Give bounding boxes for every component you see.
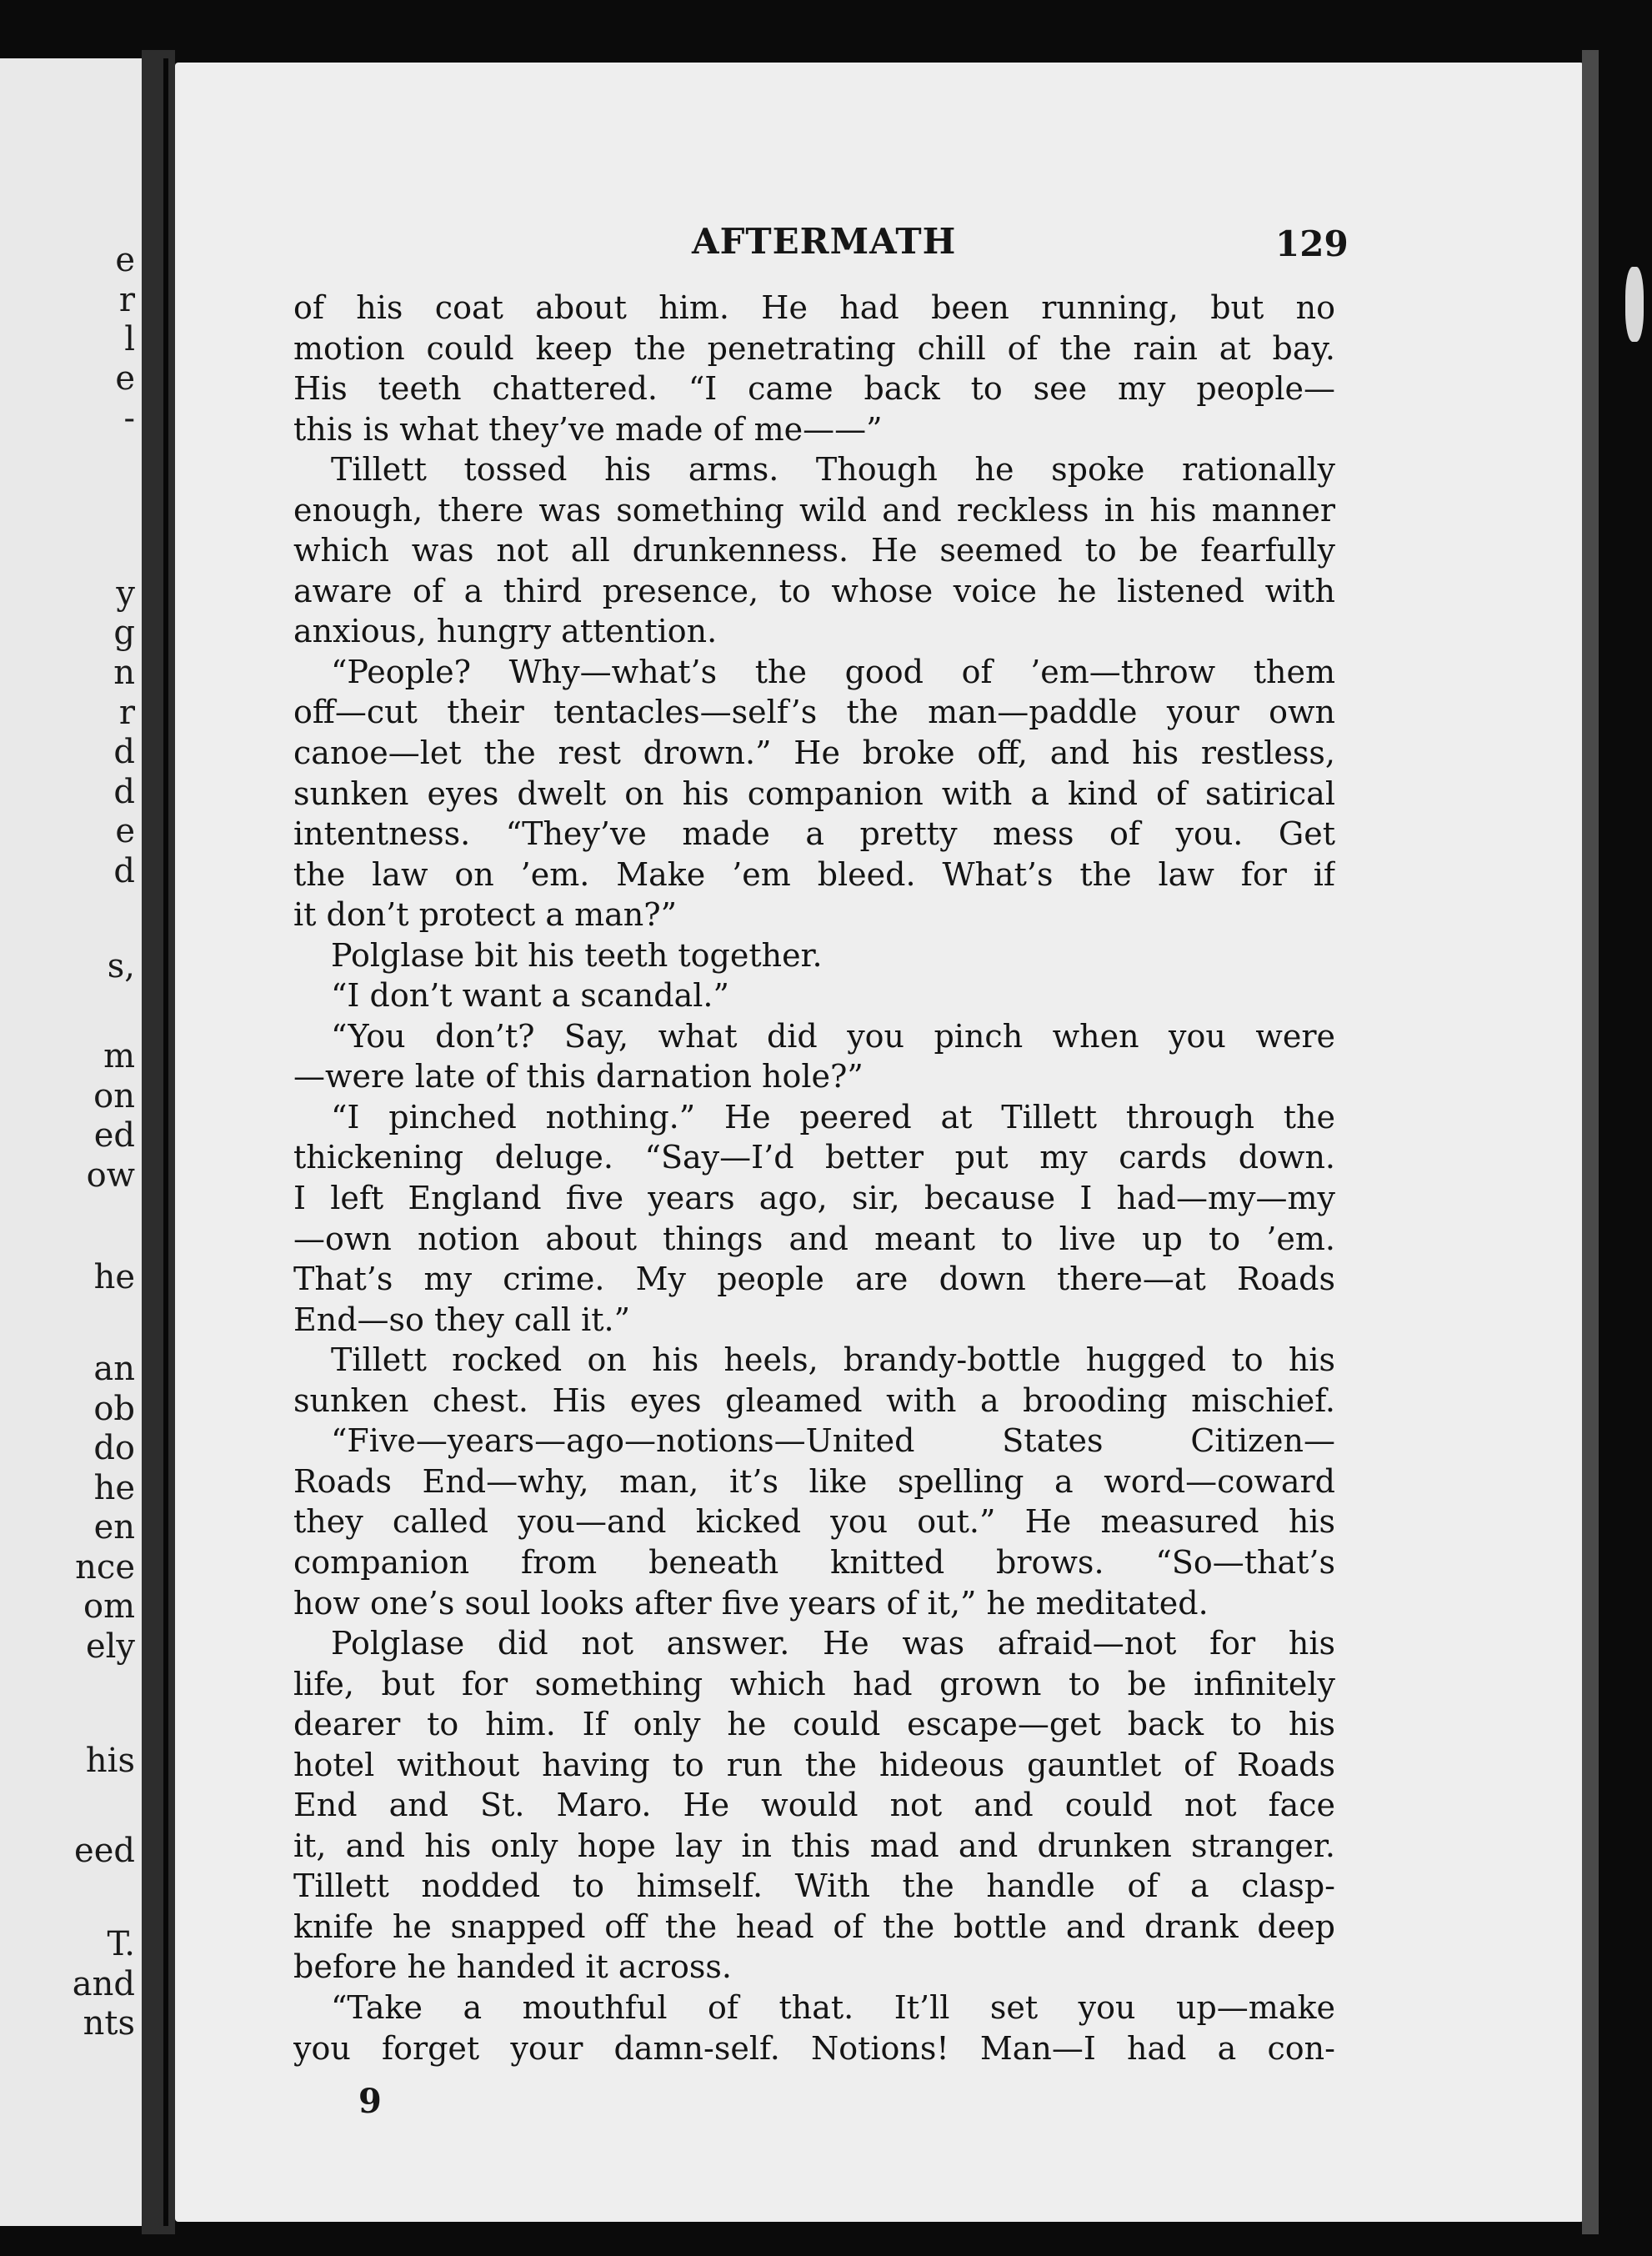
previous-page-fragment: e [115,359,135,398]
text-line: sunken chest. His eyes gleamed with a brooding mischief. [293,1381,1335,1419]
previous-page-fragment: n [113,654,135,692]
text-line: sunken eyes dwelt on his companion with a kind of satirical [293,775,1335,812]
text-line: of his coat about him. He had been running, but no [293,289,1335,326]
text-line: Tillett tossed his arms. Though he spoke rationally [331,451,1335,489]
text-line: His teeth chattered. “I came back to see my people— [293,370,1335,408]
text-line: “People? Why—what’s the good of ’em—throw them [331,653,1335,690]
previous-page-fragment: r [118,694,135,732]
text-line: it don’t protect a man?” [293,896,678,934]
text-line: I left England five years ago, sir, because I had—my—my [293,1180,1335,1217]
text-line: Roads End—why, man, it’s like spelling a word—coward [293,1462,1335,1500]
previous-page-fragment: ed [93,1116,135,1155]
text-line: Polglase bit his teeth together. [331,936,823,974]
text-line: hotel without having to run the hideous gauntlet of Roads [293,1746,1335,1783]
text-line: they called you—and kicked you out.” He measured his [293,1503,1335,1541]
previous-page-fragment: nce [75,1548,135,1587]
text-line: the law on ’em. Make ’em bleed. What’s the law for if [293,855,1335,893]
previous-page-fragment: r [118,281,135,319]
previous-page-fragment: he [93,1258,135,1296]
text-line: “You don’t? Say, what did you pinch when you were [331,1017,1335,1055]
previous-page-text-fragments [0,58,142,2226]
previous-page-fragment: ow [86,1156,135,1195]
previous-page-fragment: T. [107,1925,135,1963]
text-line: companion from beneath knitted brows. “So—that’s [293,1543,1335,1581]
previous-page-fragment: on [93,1077,135,1115]
previous-page-fragment: ob [93,1390,135,1428]
text-line: knife he snapped off the head of the bottle and drank deep [293,1908,1335,1945]
body-text [293,288,1335,2068]
previous-page-fragment: om [83,1587,135,1626]
previous-page-fragment: an [93,1350,135,1388]
text-line: how one’s soul looks after five years of it,” he meditated. [293,1584,1209,1622]
previous-page-fragment: s, [107,947,135,985]
text-line: End and St. Maro. He would not and could not face [293,1787,1335,1824]
text-line: off—cut their tentacles—self’s the man—paddle your own [293,694,1335,731]
text-line: “Five—years—ago—notions—United States Citizen— [331,1422,1335,1460]
text-line: dearer to him. If only he could escape—get back to his [293,1706,1335,1743]
text-line: anxious, hungry attention. [293,613,718,650]
text-line: Polglase did not answer. He was afraid—not for his [331,1625,1335,1662]
previous-page-fragment: - [123,399,135,438]
text-line: —own notion about things and meant to live up to ’em. [293,1220,1335,1257]
text-line: aware of a third presence, to whose voice he listened with [293,572,1335,609]
text-line: canoe—let the rest drown.” He broke off, and his restless, [293,734,1335,772]
previous-page-fragment: e [115,812,135,850]
text-line: That’s my crime. My people are down there—at Roads [293,1261,1335,1298]
previous-page-fragment: en [93,1508,135,1547]
text-line: before he handed it across. [293,1948,732,1986]
previous-page-fragment: m [103,1037,135,1075]
text-line: “Take a mouthful of that. It’ll set you up—make [331,1988,1335,2026]
text-line: Tillett rocked on his heels, brandy-bottle hugged to his [331,1341,1335,1379]
text-line: intentness. “They’ve made a pretty mess of you. Get [293,815,1335,853]
text-line: life, but for something which had grown to be infinitely [293,1665,1335,1702]
text-line: “I pinched nothing.” He peered at Tillett through the [331,1098,1335,1136]
previous-page-fragment: nts [83,2004,135,2043]
previous-page-fragment: he [93,1469,135,1507]
torn-edge-mark [1625,267,1644,342]
page-right-edge [1582,50,1599,2234]
previous-page-fragment: d [113,852,135,890]
text-line: enough, there was something wild and reckless in his manner [293,491,1335,529]
previous-page-fragment: g [113,614,135,652]
text-line: you forget your damn-self. Notions! Man—I had a con- [293,2029,1335,2067]
running-head: AFTERMATH [692,221,957,262]
previous-page-fragment: l [124,320,135,358]
text-line: “I don’t want a scandal.” [331,977,729,1015]
signature-mark: 9 [358,2082,382,2121]
text-line: End—so they call it.” [293,1301,631,1338]
previous-page-fragment: his [85,1742,135,1780]
gutter-binding-line [163,58,168,2226]
previous-page-fragment: and [72,1965,135,2003]
previous-page-fragment: ely [85,1627,135,1666]
previous-page-fragment: d [113,733,135,771]
text-line: —were late of this darnation hole?” [293,1058,864,1095]
previous-page-fragment: y [116,574,135,613]
previous-page-fragment: d [113,773,135,811]
text-line: which was not all drunkenness. He seemed to be fearfully [293,532,1335,569]
previous-page-edge [0,58,142,2226]
text-line: this is what they’ve made of me——” [293,410,883,448]
previous-page-fragment: eed [74,1832,135,1870]
book-gutter [142,50,175,2234]
text-line: motion could keep the penetrating chill of the rain at bay. [293,329,1335,367]
text-line: Tillett nodded to himself. With the handle of a clasp- [293,1867,1335,1905]
previous-page-fragment: e [115,241,135,279]
text-line: it, and his only hope lay in this mad and drunken stranger. [293,1827,1335,1864]
page-number: 129 [1275,223,1349,264]
previous-page-fragment: do [93,1429,135,1467]
text-line: thickening deluge. “Say—I’d better put my cards down. [293,1139,1335,1176]
